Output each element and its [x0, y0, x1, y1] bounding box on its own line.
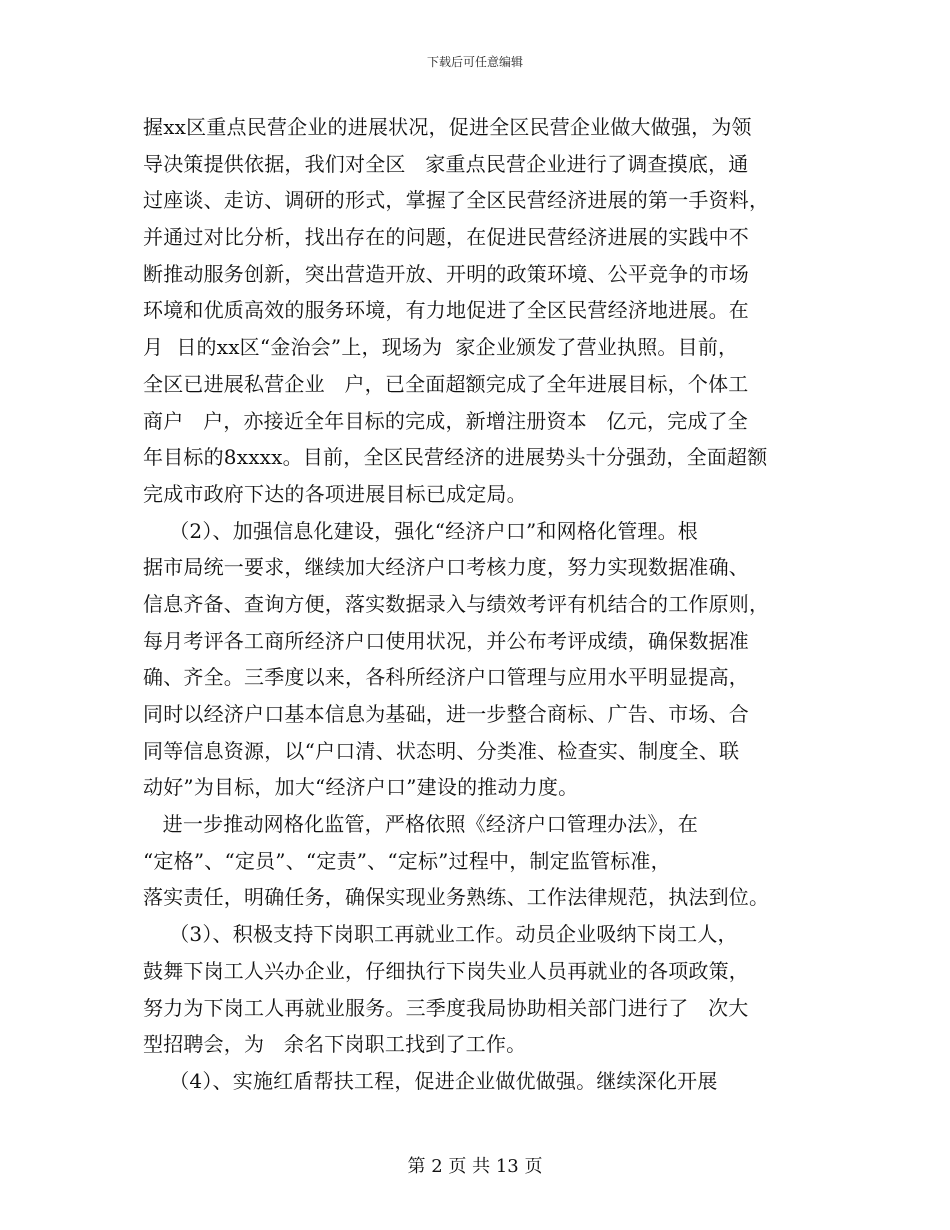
text-line-7: 月 日的xx区“金治会”上，现场为 家企业颁发了营业执照。目前，: [143, 335, 739, 360]
text-line-13: 据市局统一要求，继续加大经济户口考核力度，努力实现数据准确、: [143, 555, 749, 580]
text-line-1: 握xx区重点民营企业的进展状况，促进全区民营企业做大做强，为领: [143, 115, 752, 139]
text-line-16: 确、齐全。三季度以来，各科所经济户口管理与应用水平明显提高，: [143, 665, 749, 690]
page-header-note: 下载后可任意编辑: [426, 55, 523, 69]
text-line-20: 进一步推动网格化监管，严格依照《经济户口管理办法》，在: [143, 812, 699, 837]
text-line-21: “定格”、“定员”、“定责”、“定标”过程中，制定监管标准，: [143, 848, 671, 873]
text-line-25: 努力为下岗工人再就业服务。三季度我局协助相关部门进行了 次大: [143, 995, 749, 1020]
text-line-6: 环境和优质高效的服务环境，有力地促进了全区民营经济地进展。在: [143, 298, 749, 323]
text-line-15: 每月考评各工商所经济户口使用状况，并公布考评成绩，确保数据准: [143, 628, 749, 653]
text-line-18: 同等信息资源，以“户口清、状态明、分类准、检查实、制度全、联: [143, 738, 740, 763]
page-number-footer: 第 2 页 共 13 页: [407, 1156, 543, 1177]
text-line-19: 动好”为目标，加大“经济户口”建设的推动力度。: [143, 775, 579, 800]
text-line-14: 信息齐备、查询方便，落实数据录入与绩效考评有机结合的工作原则，: [143, 591, 770, 616]
text-line-24: 鼓舞下岗工人兴办企业，仔细执行下岗失业人员再就业的各项政策，: [143, 958, 749, 983]
text-line-11: 完成市政府下达的各项进展目标已成定局。: [143, 481, 527, 506]
text-line-3: 过座谈、走访、调研的形式，掌握了全区民营经济进展的第一手资料，: [143, 188, 770, 213]
text-line-2: 导决策提供依据，我们对全区 家重点民营企业进行了调查摸底，通: [143, 151, 749, 176]
text-line-12: （2）、加强信息化建设，强化“经济户口”和网格化管理。根: [143, 518, 699, 543]
text-line-10: 年目标的8xxxx。目前，全区民营经济的进展势头十分强劲，全面超额: [143, 445, 768, 470]
text-line-22: 落实责任，明确任务，确保实现业务熟练、工作法律规范，执法到位。: [143, 885, 770, 910]
text-line-9: 商户 户，亦接近全年目标的完成，新增注册资本 亿元，完成了全: [143, 408, 748, 433]
text-line-23: （3）、积极支持下岗职工再就业工作。动员企业吸纳下岗工人，: [143, 922, 738, 947]
text-line-5: 断推动服务创新，突出营造开放、开明的政策环境、公平竞争的市场: [143, 261, 749, 286]
text-line-8: 全区已进展私营企业 户，已全面超额完成了全年进展目标，个体工: [143, 371, 749, 396]
document-body: [143, 109, 823, 1100]
text-line-4: 并通过对比分析，找出存在的问题，在促进民营经济进展的实践中不: [143, 225, 749, 250]
text-line-17: 同时以经济户口基本信息为基础，进一步整合商标、广告、市场、合: [143, 702, 749, 726]
text-line-26: 型招聘会，为 余名下岗职工找到了工作。: [143, 1032, 527, 1057]
text-line-27: （4）、实施红盾帮扶工程，促进企业做优做强。继续深化开展: [143, 1068, 718, 1093]
